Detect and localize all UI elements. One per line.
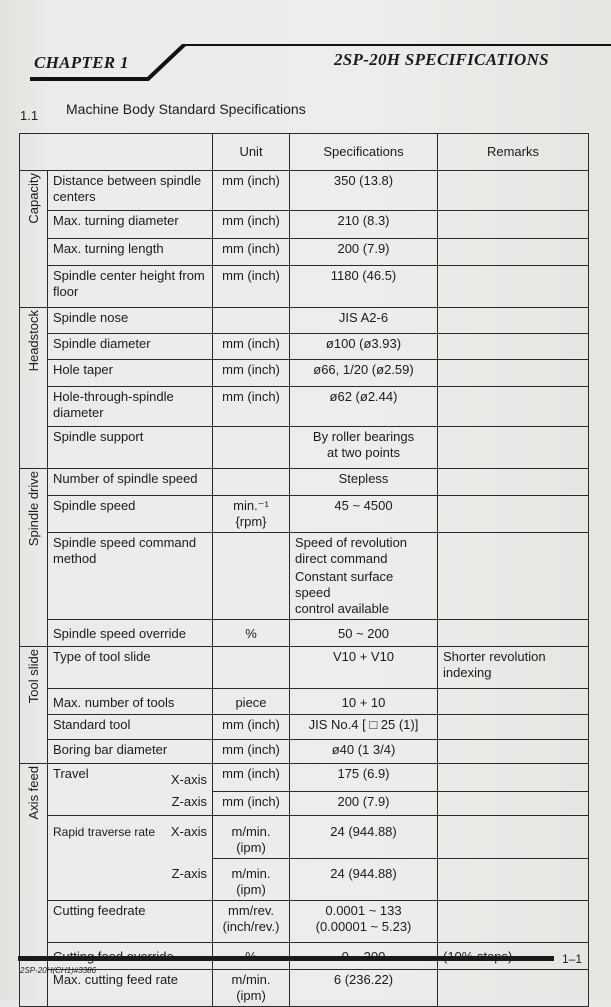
table-row: [20, 334, 589, 360]
spec-cell: 1180 (46.5): [290, 266, 438, 308]
spec-cell: 24 (944.88): [290, 816, 438, 859]
remarks-cell: [438, 266, 589, 308]
table-row: [20, 970, 589, 1007]
remarks-cell: [438, 764, 589, 792]
remarks-cell: [438, 901, 589, 943]
spec-cell: JIS No.4 [ □ 25 (1)]: [290, 715, 438, 740]
table-header-row: [20, 134, 589, 171]
spec-cell: ø40 (1 3/4): [290, 740, 438, 764]
remarks-cell: [438, 469, 589, 496]
footer-rule: [18, 956, 554, 961]
item-cell: [48, 816, 213, 859]
item-cell: Hole taper: [48, 360, 213, 387]
spec-line: Speed of revolution: [295, 535, 408, 550]
header-item-cell: [20, 134, 213, 171]
unit-cell: mm (inch): [213, 387, 290, 427]
table-row: [20, 239, 589, 266]
table-row: [20, 266, 589, 308]
item-cell: Spindle speed: [48, 496, 213, 533]
remarks-cell: [438, 496, 589, 533]
item-cell: Max. number of tools: [48, 689, 213, 715]
table-row: [20, 211, 589, 239]
table-row: [20, 496, 589, 533]
remarks-cell: [438, 427, 589, 469]
remarks-cell: [438, 715, 589, 740]
remarks-cell: [438, 387, 589, 427]
spec-cell: ø100 (ø3.93): [290, 334, 438, 360]
unit-cell: mm (inch): [213, 211, 290, 239]
spec-cell: 200 (7.9): [290, 792, 438, 816]
remarks-cell: [438, 360, 589, 387]
table-row: [20, 689, 589, 715]
item-cell: Number of spindle speed: [48, 469, 213, 496]
spec-line: By roller bearings: [312, 429, 415, 444]
remarks-cell: [438, 211, 589, 239]
document-code: 2SP-20H(CH1)#3386: [20, 966, 97, 975]
spec-cell: [290, 533, 438, 620]
spec-cell: ø66, 1/20 (ø2.59): [290, 360, 438, 387]
item-label: Rapid traverse rate: [53, 825, 156, 839]
remarks-cell: [438, 334, 589, 360]
unit-cell: mm (inch): [213, 715, 290, 740]
spec-cell: 45 ~ 4500: [290, 496, 438, 533]
item-cell: Hole-through-spindle diameter: [48, 387, 213, 427]
table-row: [20, 171, 589, 211]
unit-cell: m/min. (ipm): [213, 970, 290, 1007]
spec-cell: 50 ~ 200: [290, 620, 438, 647]
spec-cell: 6 (236.22): [290, 970, 438, 1007]
unit-cell: [213, 647, 290, 689]
item-cell: Spindle support: [48, 427, 213, 469]
unit-line: mm/rev.: [228, 903, 274, 918]
specifications-table: [19, 133, 589, 1007]
group-capacity: Capacity: [20, 171, 48, 308]
table-row: [20, 764, 589, 792]
spec-cell: 175 (6.9): [290, 764, 438, 792]
table-row: [20, 427, 589, 469]
unit-cell: mm (inch): [213, 334, 290, 360]
unit-cell: m/min. (ipm): [213, 816, 290, 859]
group-tool-slide: Tool slide: [20, 647, 48, 764]
spec-cell: 10 + 10: [290, 689, 438, 715]
table-row: [20, 533, 589, 620]
item-cell: Type of tool slide: [48, 647, 213, 689]
spec-cell: 210 (8.3): [290, 211, 438, 239]
spec-cell: 350 (13.8): [290, 171, 438, 211]
unit-cell: [213, 308, 290, 334]
header-unit: Unit: [213, 134, 290, 171]
remarks-cell: [438, 308, 589, 334]
remarks-cell: [438, 740, 589, 764]
item-cell: Max. cutting feed rate: [48, 970, 213, 1007]
spec-cell: 24 (944.88): [290, 859, 438, 901]
item-cell: Max. turning diameter: [48, 211, 213, 239]
header-specifications: Specifications: [290, 134, 438, 171]
table-row: [20, 620, 589, 647]
unit-line: (inch/rev.): [222, 919, 280, 934]
unit-cell: mm (inch): [213, 266, 290, 308]
remarks-cell: [438, 239, 589, 266]
item-cell: Distance between spindle centers: [48, 171, 213, 211]
unit-cell: [213, 901, 290, 943]
unit-cell: min.⁻¹ {rpm}: [213, 496, 290, 533]
item-label: Travel: [53, 766, 89, 781]
item-cell: [48, 764, 213, 792]
item-cell: Spindle nose: [48, 308, 213, 334]
table-row: [20, 859, 589, 901]
remarks-cell: [438, 970, 589, 1007]
group-spindle-drive: Spindle drive: [20, 469, 48, 647]
table-row: [20, 647, 589, 689]
item-cell: [48, 859, 213, 901]
remarks-cell: [438, 859, 589, 901]
section-number: 1.1: [20, 108, 39, 123]
remarks-cell: [438, 792, 589, 816]
axis-label: X-axis: [170, 772, 207, 787]
spec-cell: Stepless: [290, 469, 438, 496]
remarks-cell: [438, 816, 589, 859]
spec-cell: 200 (7.9): [290, 239, 438, 266]
spec-line: direct command: [295, 551, 388, 566]
unit-cell: m/min. (ipm): [213, 859, 290, 901]
table-row: [20, 816, 589, 859]
item-cell: Cutting feedrate: [48, 901, 213, 943]
unit-cell: [213, 427, 290, 469]
unit-cell: mm (inch): [213, 239, 290, 266]
table-row: [20, 360, 589, 387]
spec-cell: [290, 427, 438, 469]
remarks-cell: [438, 620, 589, 647]
unit-cell: mm (inch): [213, 792, 290, 816]
spec-line: control available: [295, 601, 389, 616]
unit-cell: [213, 469, 290, 496]
axis-label: Z-axis: [171, 865, 207, 881]
item-cell: Spindle speed command method: [48, 533, 213, 620]
unit-cell: mm (inch): [213, 740, 290, 764]
remarks-cell: Shorter revolution indexing: [438, 647, 589, 689]
page-number: 1–1: [562, 952, 583, 966]
chapter-title: 2SP-20H SPECIFICATIONS: [334, 50, 549, 69]
spec-line: at two points: [327, 445, 400, 460]
table-row: [20, 792, 589, 816]
unit-cell: mm (inch): [213, 171, 290, 211]
spec-line: Constant surface speed: [295, 569, 394, 600]
spec-cell: V10 + V10: [290, 647, 438, 689]
item-cell: Boring bar diameter: [48, 740, 213, 764]
spec-cell: [290, 901, 438, 943]
item-cell: Spindle diameter: [48, 334, 213, 360]
unit-cell: mm (inch): [213, 360, 290, 387]
axis-label: Z-axis: [171, 793, 207, 809]
spec-line: 0.0001 ~ 133: [325, 903, 402, 918]
table-row: [20, 715, 589, 740]
item-cell: Max. turning length: [48, 239, 213, 266]
unit-cell: [213, 533, 290, 620]
spec-cell: JIS A2-6: [290, 308, 438, 334]
axis-label: X-axis: [170, 824, 207, 839]
item-cell: [48, 792, 213, 816]
chapter-label: CHAPTER 1: [34, 53, 129, 72]
remarks-cell: [438, 171, 589, 211]
group-axis-feed: Axis feed: [20, 764, 48, 1007]
item-cell: Spindle center height from floor: [48, 266, 213, 308]
spec-cell: ø62 (ø2.44): [290, 387, 438, 427]
remarks-cell: [438, 533, 589, 620]
table-row: [20, 901, 589, 943]
header-remarks: Remarks: [438, 134, 589, 171]
unit-cell: %: [213, 620, 290, 647]
table-row: [20, 740, 589, 764]
section-title: Machine Body Standard Specifications: [66, 101, 306, 117]
table-row: [20, 387, 589, 427]
spec-line: (0.00001 ~ 5.23): [315, 919, 412, 934]
remarks-cell: [438, 689, 589, 715]
unit-cell: piece: [213, 689, 290, 715]
table-row: [20, 308, 589, 334]
unit-cell: mm (inch): [213, 764, 290, 792]
table-row: [20, 469, 589, 496]
group-headstock: Headstock: [20, 308, 48, 469]
item-cell: Standard tool: [48, 715, 213, 740]
item-cell: Spindle speed override: [48, 620, 213, 647]
